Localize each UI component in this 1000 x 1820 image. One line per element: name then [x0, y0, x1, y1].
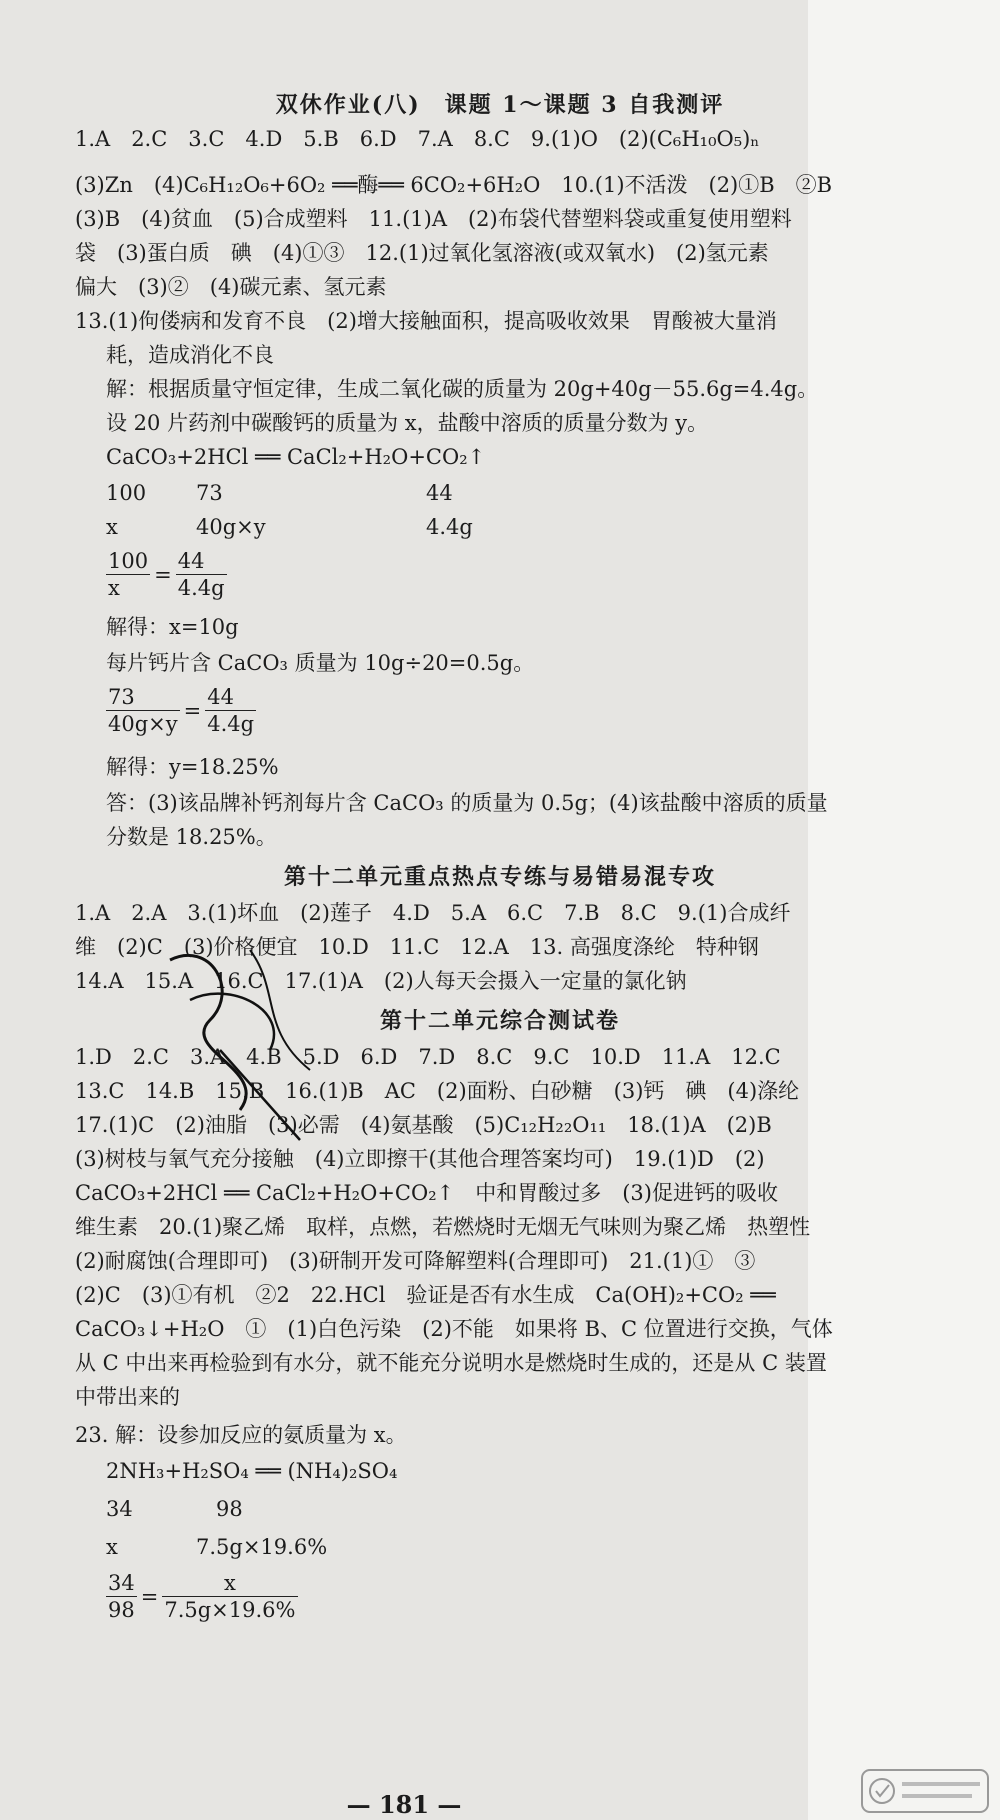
calc-value: 7.5g×19.6%	[196, 1535, 328, 1559]
answer-line: (3)Zn (4)C₆H₁₂O₆+6O₂ ══酶══ 6CO₂+6H₂O 10.(1)不活泼 (2)①B ②B	[75, 173, 833, 197]
chemical-equation: 2NH₃+H₂SO₄ ══ (NH₄)₂SO₄	[106, 1459, 398, 1483]
answer-line: 中带出来的	[75, 1385, 180, 1409]
calc-value: 73	[196, 481, 223, 505]
calc-value: 100	[106, 481, 147, 505]
calc-value: x	[106, 515, 118, 539]
chemical-equation: CaCO₃+2HCl ══ CaCl₂+H₂O+CO₂↑	[106, 445, 486, 469]
proportion-equation: $\frac{73}{40g\times y}$ = $\frac{44}{4.4g}$	[108, 685, 255, 736]
solution-line: 解得：y=18.25%	[106, 755, 279, 779]
section-title-unit12-practice: 第十二单元重点热点专练与易错易混专攻	[283, 864, 716, 890]
answer-line: (2)C (3)①有机 ②2 22.HCl 验证是否有水生成 Ca(OH)₂+CO₂ ══	[75, 1283, 776, 1307]
answer-line: CaCO₃+2HCl ══ CaCl₂+H₂O+CO₂↑ 中和胃酸过多 (3)促进钙的吸收	[75, 1181, 778, 1205]
solution-line: 设 20 片药剂中碳酸钙的质量为 x，盐酸中溶质的质量分数为 y。	[106, 411, 709, 435]
fraction-denominator: 7.5g×19.6%	[164, 1598, 296, 1622]
answer-line: 答：(3)该品牌补钙剂每片含 CaCO₃ 的质量为 0.5g；(4)该盐酸中溶质的质量	[106, 791, 828, 815]
fraction-denominator: 4.4g	[207, 712, 255, 736]
section-title-unit12-test: 第十二单元综合测试卷	[379, 1008, 620, 1034]
solution-line: 解得：x=10g	[106, 615, 239, 639]
answer-line: (3)树枝与氧气充分接触 (4)立即擦干(其他合理答案均可) 19.(1)D (2)	[75, 1147, 765, 1171]
answer-line: 分数是 18.25%。	[106, 825, 277, 849]
calc-value: 44	[426, 481, 453, 505]
fraction-numerator: 73	[108, 685, 135, 709]
calc-value: 4.4g	[426, 515, 473, 539]
answer-line: 13.(1)佝偻病和发育不良 (2)增大接触面积，提高吸收效果 胃酸被大量消	[75, 309, 777, 333]
answer-line: 维生素 20.(1)聚乙烯 取样，点燃，若燃烧时无烟无气味则为聚乙烯 热塑性	[75, 1215, 811, 1239]
fraction-denominator: 4.4g	[177, 576, 225, 600]
watermark-logo	[860, 1768, 990, 1814]
answer-line: 袋 (3)蛋白质 碘 (4)①③ 12.(1)过氧化氢溶液(或双氧水) (2)氢元素	[75, 241, 769, 265]
fraction-numerator: 34	[108, 1571, 135, 1595]
fraction-numerator: x	[224, 1571, 236, 1595]
answer-line: 1.A 2.C 3.C 4.D 5.B 6.D 7.A 8.C 9.(1)O (2)(C₆H₁₀O₅)ₙ	[75, 127, 760, 151]
page-number: — 181 —	[346, 1790, 462, 1819]
answer-line: 1.A 2.A 3.(1)坏血 (2)莲子 4.D 5.A 6.C 7.B 8.C 9.(1)合成纤	[75, 901, 791, 925]
solution-line: 每片钙片含 CaCO₃ 质量为 10g÷20=0.5g。	[106, 651, 535, 675]
answer-line: 13.C 14.B 15.B 16.(1)B AC (2)面粉、白砂糖 (3)钙 碘 (4)涤纶	[75, 1079, 800, 1103]
calc-value: 34	[106, 1497, 133, 1521]
fraction-numerator: 100	[108, 549, 149, 573]
solution-line: 23. 解：设参加反应的氨质量为 x。	[75, 1423, 407, 1447]
proportion-equation: $\frac{34}{98}$ = $\frac{x}{7.5g\times 19.6\%}$	[108, 1571, 296, 1622]
answer-line: (3)B (4)贫血 (5)合成塑料 11.(1)A (2)布袋代替塑料袋或重复使用塑料	[75, 207, 792, 231]
answer-line: 14.A 15.A 16.C 17.(1)A (2)人每天会摄入一定量的氯化钠	[75, 969, 687, 993]
calc-value: 40g×y	[196, 515, 266, 539]
calc-value: 98	[216, 1497, 243, 1521]
section-title-homework-8: 双休作业(八) 课题 1～课题 3 自我测评	[275, 92, 725, 118]
answer-line: 维 (2)C (3)价格便宜 10.D 11.C 12.A 13. 高强度涤纶 特种钢	[75, 935, 759, 959]
answer-line: 耗，造成消化不良	[106, 343, 274, 367]
answer-line: 1.D 2.C 3.A 4.B 5.D 6.D 7.D 8.C 9.C 10.D 11.A 12.C	[75, 1045, 781, 1069]
fraction-denominator: x	[106, 574, 150, 601]
answer-line: 从 C 中出来再检验到有水分，就不能充分说明水是燃烧时生成的，还是从 C 装置	[75, 1351, 827, 1375]
calc-value: x	[106, 1535, 118, 1559]
handwriting-scribble	[150, 930, 330, 1150]
answer-line: (2)耐腐蚀(合理即可) (3)研制开发可降解塑料(合理即可) 21.(1)① ③	[75, 1249, 756, 1273]
answer-line: 偏大 (3)② (4)碳元素、氢元素	[75, 275, 387, 299]
fraction-denominator: 98	[108, 1598, 135, 1622]
answer-line: 17.(1)C (2)油脂 (3)必需 (4)氨基酸 (5)C₁₂H₂₂O₁₁ 18.(1)A (2)B	[75, 1113, 772, 1137]
answer-line: CaCO₃↓+H₂O ① (1)白色污染 (2)不能 如果将 B、C 位置进行交换，气体	[75, 1317, 833, 1341]
fraction-numerator: 44	[207, 685, 234, 709]
fraction-denominator: 40g×y	[108, 712, 178, 736]
fraction-numerator: 44	[177, 549, 205, 573]
proportion-equation: $\frac{100}{x}$ = $\frac{44}{4.4g}$	[108, 549, 225, 600]
solution-line: 解：根据质量守恒定律，生成二氧化碳的质量为 20g+40g－55.6g=4.4g。	[106, 377, 819, 401]
